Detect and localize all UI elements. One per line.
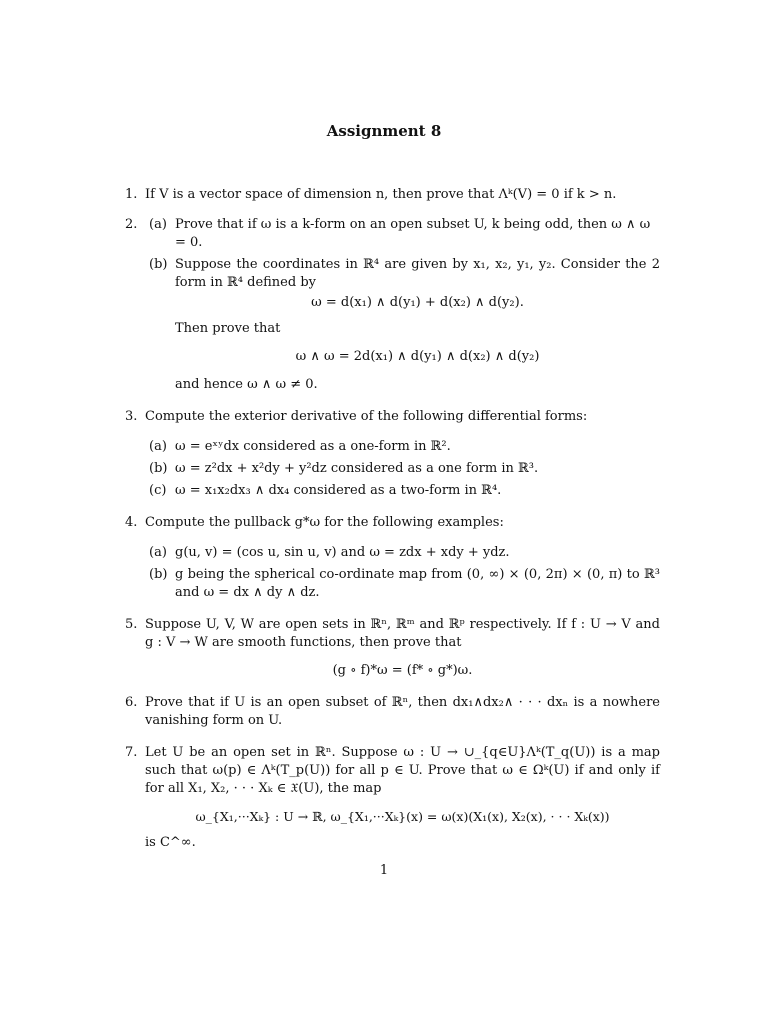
subpart-c xyxy=(145,482,660,500)
problem-2 xyxy=(125,216,660,394)
subpart-label: (a) xyxy=(149,439,167,454)
problem-number: 5. xyxy=(125,617,138,632)
subpart-label: (c) xyxy=(149,483,167,498)
subpart-b xyxy=(145,566,660,602)
problem-text: Compute the exterior derivative of the following differential forms: xyxy=(145,409,588,424)
problem-list xyxy=(125,186,660,866)
subpart-label: (a) xyxy=(149,545,167,560)
subpart-label: (b) xyxy=(149,567,168,582)
page-number: 1 xyxy=(379,863,389,878)
subpart-a xyxy=(145,544,660,562)
subpart-label: (b) xyxy=(149,461,168,476)
problem-3 xyxy=(125,408,660,500)
subpart-text: Suppose the coordinates in ℝ⁴ are given by x₁, x₂, y₁, y₂. Consider the 2 form in ℝ⁴ defined by xyxy=(175,257,660,290)
problem-text: Let U be an open set in ℝⁿ. Suppose ω : U → ∪_{q∈U}Λᵏ(T_q(U)) is a map such that ω(p) ∈ Λᵏ(T_p(U)) for all p ∈ U. Prove that ω ∈ Ωᵏ(U) if and only if for all X₁, X₂, · · · Xₖ ∈ 𝔛(U), the map xyxy=(145,745,660,796)
subpart-text: ω = z²dx + x²dy + y²dz considered as a one form in ℝ³. xyxy=(175,461,539,476)
problem-number: 7. xyxy=(125,745,138,760)
problem-number: 2. xyxy=(125,217,138,232)
display-equation: ω_{X₁,···Xₖ} : U → ℝ, ω_{X₁,···Xₖ}(x) = ω(x)(X₁(x), X₂(x), · · · Xₖ(x)) xyxy=(195,809,610,824)
problem-1 xyxy=(125,186,660,204)
problem-5 xyxy=(125,616,660,680)
subpart-list xyxy=(145,438,660,500)
display-equation: ω = d(x₁) ∧ d(y₁) + d(x₂) ∧ d(y₂). xyxy=(311,295,524,310)
problem-text: Compute the pullback g*ω for the following examples: xyxy=(145,515,504,530)
subpart-text: ω = x₁x₂dx₃ ∧ dx₄ considered as a two-form in ℝ⁴. xyxy=(175,483,502,498)
paragraph-text: and hence ω ∧ ω ≠ 0. xyxy=(175,377,318,392)
subpart-text: ω = eˣʸdx considered as a one-form in ℝ². xyxy=(175,439,451,454)
subpart-b xyxy=(145,256,660,394)
problem-text: Prove that if U is an open subset of ℝⁿ, then dx₁∧dx₂∧ · · · dxₙ is a nowhere vanishing form on U. xyxy=(145,695,660,728)
problem-6 xyxy=(125,694,660,730)
problem-text: If V is a vector space of dimension n, then prove that Λᵏ(V) = 0 if k > n. xyxy=(145,187,617,202)
problem-4 xyxy=(125,514,660,602)
subpart-a xyxy=(145,216,660,252)
paragraph-text: Then prove that xyxy=(175,321,281,336)
subpart-b xyxy=(145,460,660,478)
subpart-label: (b) xyxy=(149,257,168,272)
subpart-text: g(u, v) = (cos u, sin u, v) and ω = zdx + xdy + ydz. xyxy=(175,545,510,560)
subpart-label: (a) xyxy=(149,217,167,232)
problem-number: 1. xyxy=(125,187,138,202)
subpart-list xyxy=(145,544,660,602)
subpart-a xyxy=(145,438,660,456)
paragraph-text: is C^∞. xyxy=(145,835,196,850)
display-equation: (g ∘ f)*ω = (f* ∘ g*)ω. xyxy=(332,663,473,678)
problem-number: 3. xyxy=(125,409,138,424)
problem-number: 4. xyxy=(125,515,138,530)
page-title: Assignment 8 xyxy=(326,122,442,140)
display-equation: ω ∧ ω = 2d(x₁) ∧ d(y₁) ∧ d(x₂) ∧ d(y₂) xyxy=(295,349,540,364)
subpart-text: g being the spherical co-ordinate map from (0, ∞) × (0, 2π) × (0, π) to ℝ³ and ω = dx ∧ dy ∧ dz. xyxy=(175,567,660,600)
problem-number: 6. xyxy=(125,695,138,710)
problem-text: Suppose U, V, W are open sets in ℝⁿ, ℝᵐ and ℝᵖ respectively. If f : U → V and g : V → W are smooth functions, then prove that xyxy=(145,617,660,650)
problem-7 xyxy=(125,744,660,852)
subpart-text: Prove that if ω is a k-form on an open subset U, k being odd, then ω ∧ ω = 0. xyxy=(175,217,651,250)
